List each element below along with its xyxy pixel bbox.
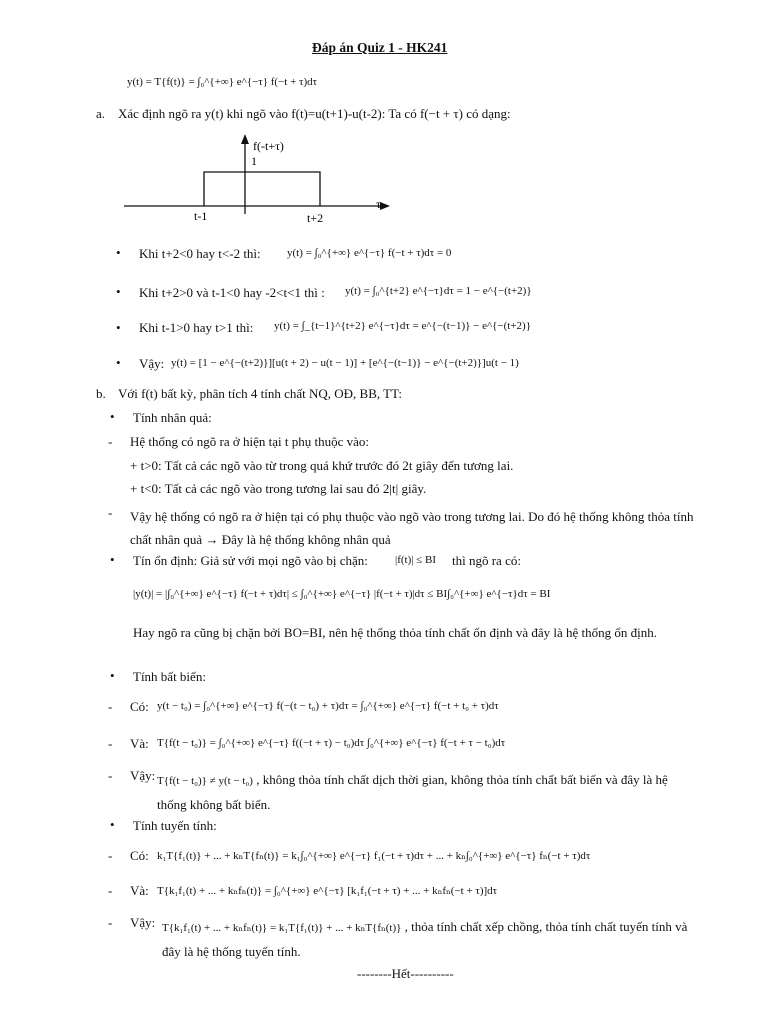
pulse-graph	[118, 132, 418, 232]
amplitude-axis-arrow	[241, 134, 249, 144]
bullet-icon: •	[116, 320, 121, 335]
lin-va-label: Và:	[130, 883, 149, 898]
ti-va-math: T{f(t − t₀)} = ∫₀^{+∞} e^{−τ} f((−t + τ) − t₀)dτ ∫₀^{+∞} e^{−τ} f(−t + τ − t₀)dτ	[157, 737, 506, 749]
dash-marker: -	[108, 699, 113, 714]
case-3-math: y(t) = ∫_{t−1}^{t+2} e^{−τ}dτ = e^{−(t−1)} − e^{−(t+2)}	[274, 320, 531, 332]
lin-vay-math: T{k₁f₁(t) + ... + kₙfₙ(t)} = k₁T{f₁(t)} + ... + kₙT{fₙ(t)}	[162, 922, 402, 934]
lin-vay-text: , thỏa tính chất xếp chồng, thỏa tính chất tuyến tính và đây là hệ thống tuyến tính.	[162, 919, 688, 959]
bullet-icon: •	[116, 355, 121, 370]
case-1-text: Khi t+2<0 hay t<-2 thì:	[139, 246, 261, 261]
stability-conclusion: Hay ngõ ra cũng bị chặn bởi BO=BI, nên hệ thống thỏa tính chất ổn định và đây là hệ thống ổn định.	[133, 625, 657, 640]
causality-line-1b: + t<0: Tất cả các ngõ vào trong tương lai sau đó 2|t| giây.	[130, 481, 427, 496]
causality-conclusion: Vậy hệ thống có ngõ ra ở hiện tại có phụ thuộc vào ngõ vào trong tương lai. Do đó hệ thống không thỏa tính chất nhân quả → Đây là hệ thống không nhân quả	[130, 509, 694, 547]
lin-vay-label: Vậy:	[130, 915, 156, 930]
stability-math: |y(t)| = |∫₀^{+∞} e^{−τ} f(−t + τ)dτ| ≤ ∫₀^{+∞} e^{−τ} |f(−t + τ)|dτ ≤ BI∫₀^{+∞} e^{−τ}dτ = BI	[133, 588, 551, 600]
dash-marker: -	[108, 848, 113, 863]
linearity-heading: Tính tuyến tính:	[133, 818, 217, 833]
dash-marker: -	[108, 434, 113, 449]
ti-vay-line	[157, 768, 697, 816]
ti-co-label: Có:	[130, 699, 149, 714]
document-title: Đáp án Quiz 1 - HK241	[312, 40, 448, 55]
part-b-text: Với f(t) bất kỳ, phân tích 4 tính chất NQ, OĐ, BB, TT:	[118, 386, 403, 401]
pulse-shape	[204, 172, 320, 206]
case-3-text: Khi t-1>0 hay t>1 thì:	[139, 320, 254, 335]
ti-co-math: y(t − t₀) = ∫₀^{+∞} e^{−τ} f(−(t − t₀) + τ)dτ = ∫₀^{+∞} e^{−τ} f(−t + t₀ + τ)dτ	[157, 700, 499, 712]
system-definition: y(t) = T{f(t)} = ∫₀^{+∞} e^{−τ} f(−t + τ)dτ	[127, 76, 318, 88]
bullet-icon: •	[116, 245, 121, 260]
tau-axis-arrow	[380, 202, 390, 210]
bullet-icon: •	[110, 552, 115, 567]
dash-marker: -	[108, 505, 113, 520]
lin-vay-line	[162, 915, 697, 963]
stability-heading-tail: thì ngõ ra có:	[452, 553, 521, 568]
case-2-text: Khi t+2>0 và t-1<0 hay -2<t<1 thì :	[139, 285, 325, 300]
causality-line-1a: + t>0: Tất cả các ngõ vào từ trong quá khứ trước đó 2t giây đến tương lai.	[130, 458, 514, 473]
ti-vay-text: , không thỏa tính chất dịch thời gian, không thỏa tính chất bất biến và đây là hệ thống không bất biến.	[157, 772, 668, 812]
ti-va-label: Và:	[130, 736, 149, 751]
dash-marker: -	[108, 883, 113, 898]
footer-end: --------Hết----------	[357, 966, 454, 981]
graph-y-label: f(-t+τ)	[253, 139, 284, 153]
case-4-math: y(t) = [1 − e^{−(t+2)}][u(t + 2) − u(t − 1)] + [e^{−(t−1)} − e^{−(t+2)}]u(t − 1)	[171, 357, 519, 369]
dash-marker: -	[108, 768, 113, 783]
ti-vay-math: T{f(t − t₀)} ≠ y(t − t₀)	[157, 775, 253, 787]
graph-left-tick: t-1	[194, 209, 208, 223]
part-b-label: b.	[96, 386, 106, 401]
ti-vay-label: Vậy:	[130, 768, 156, 783]
part-a-text: Xác định ngõ ra y(t) khi ngõ vào f(t)=u(t+1)-u(t-2): Ta có f(−t + τ) có dạng:	[118, 106, 511, 121]
stability-heading: Tín ổn định: Giả sử với mọi ngõ vào bị chặn:	[133, 553, 368, 568]
graph-right-tick: t+2	[307, 211, 324, 225]
causality-heading: Tính nhân quả:	[133, 410, 212, 425]
lin-co-label: Có:	[130, 848, 149, 863]
bullet-icon: •	[110, 817, 115, 832]
bullet-icon: •	[110, 409, 115, 424]
causality-line-1: Hệ thống có ngõ ra ở hiện tại t phụ thuộc vào:	[130, 434, 370, 449]
case-4-text: Vậy:	[139, 356, 165, 371]
stability-condition: |f(t)| ≤ BI	[395, 554, 436, 566]
graph-tau-label: τ	[376, 197, 381, 211]
dash-marker: -	[108, 736, 113, 751]
graph-one-label: 1	[251, 154, 257, 168]
lin-co-math: k₁T{f₁(t)} + ... + kₙT{fₙ(t)} = k₁∫₀^{+∞} e^{−τ} f₁(−t + τ)dτ + ... + kₙ∫₀^{+∞} e^{−τ} fₙ(−t + τ)dτ	[157, 850, 591, 862]
case-1-math: y(t) = ∫₀^{+∞} e^{−τ} f(−t + τ)dτ = 0	[287, 247, 452, 259]
bullet-icon: •	[110, 668, 115, 683]
case-2-math: y(t) = ∫₀^{t+2} e^{−τ}dτ = 1 − e^{−(t+2)}	[345, 285, 532, 297]
bullet-icon: •	[116, 284, 121, 299]
lin-va-math: T{k₁f₁(t) + ... + kₙfₙ(t)} = ∫₀^{+∞} e^{−τ} [k₁f₁(−t + τ) + ... + kₙfₙ(−t + τ)]dτ	[157, 885, 498, 897]
dash-marker: -	[108, 915, 113, 930]
time-invariance-heading: Tính bất biến:	[133, 669, 206, 684]
part-a-label: a.	[96, 106, 106, 121]
